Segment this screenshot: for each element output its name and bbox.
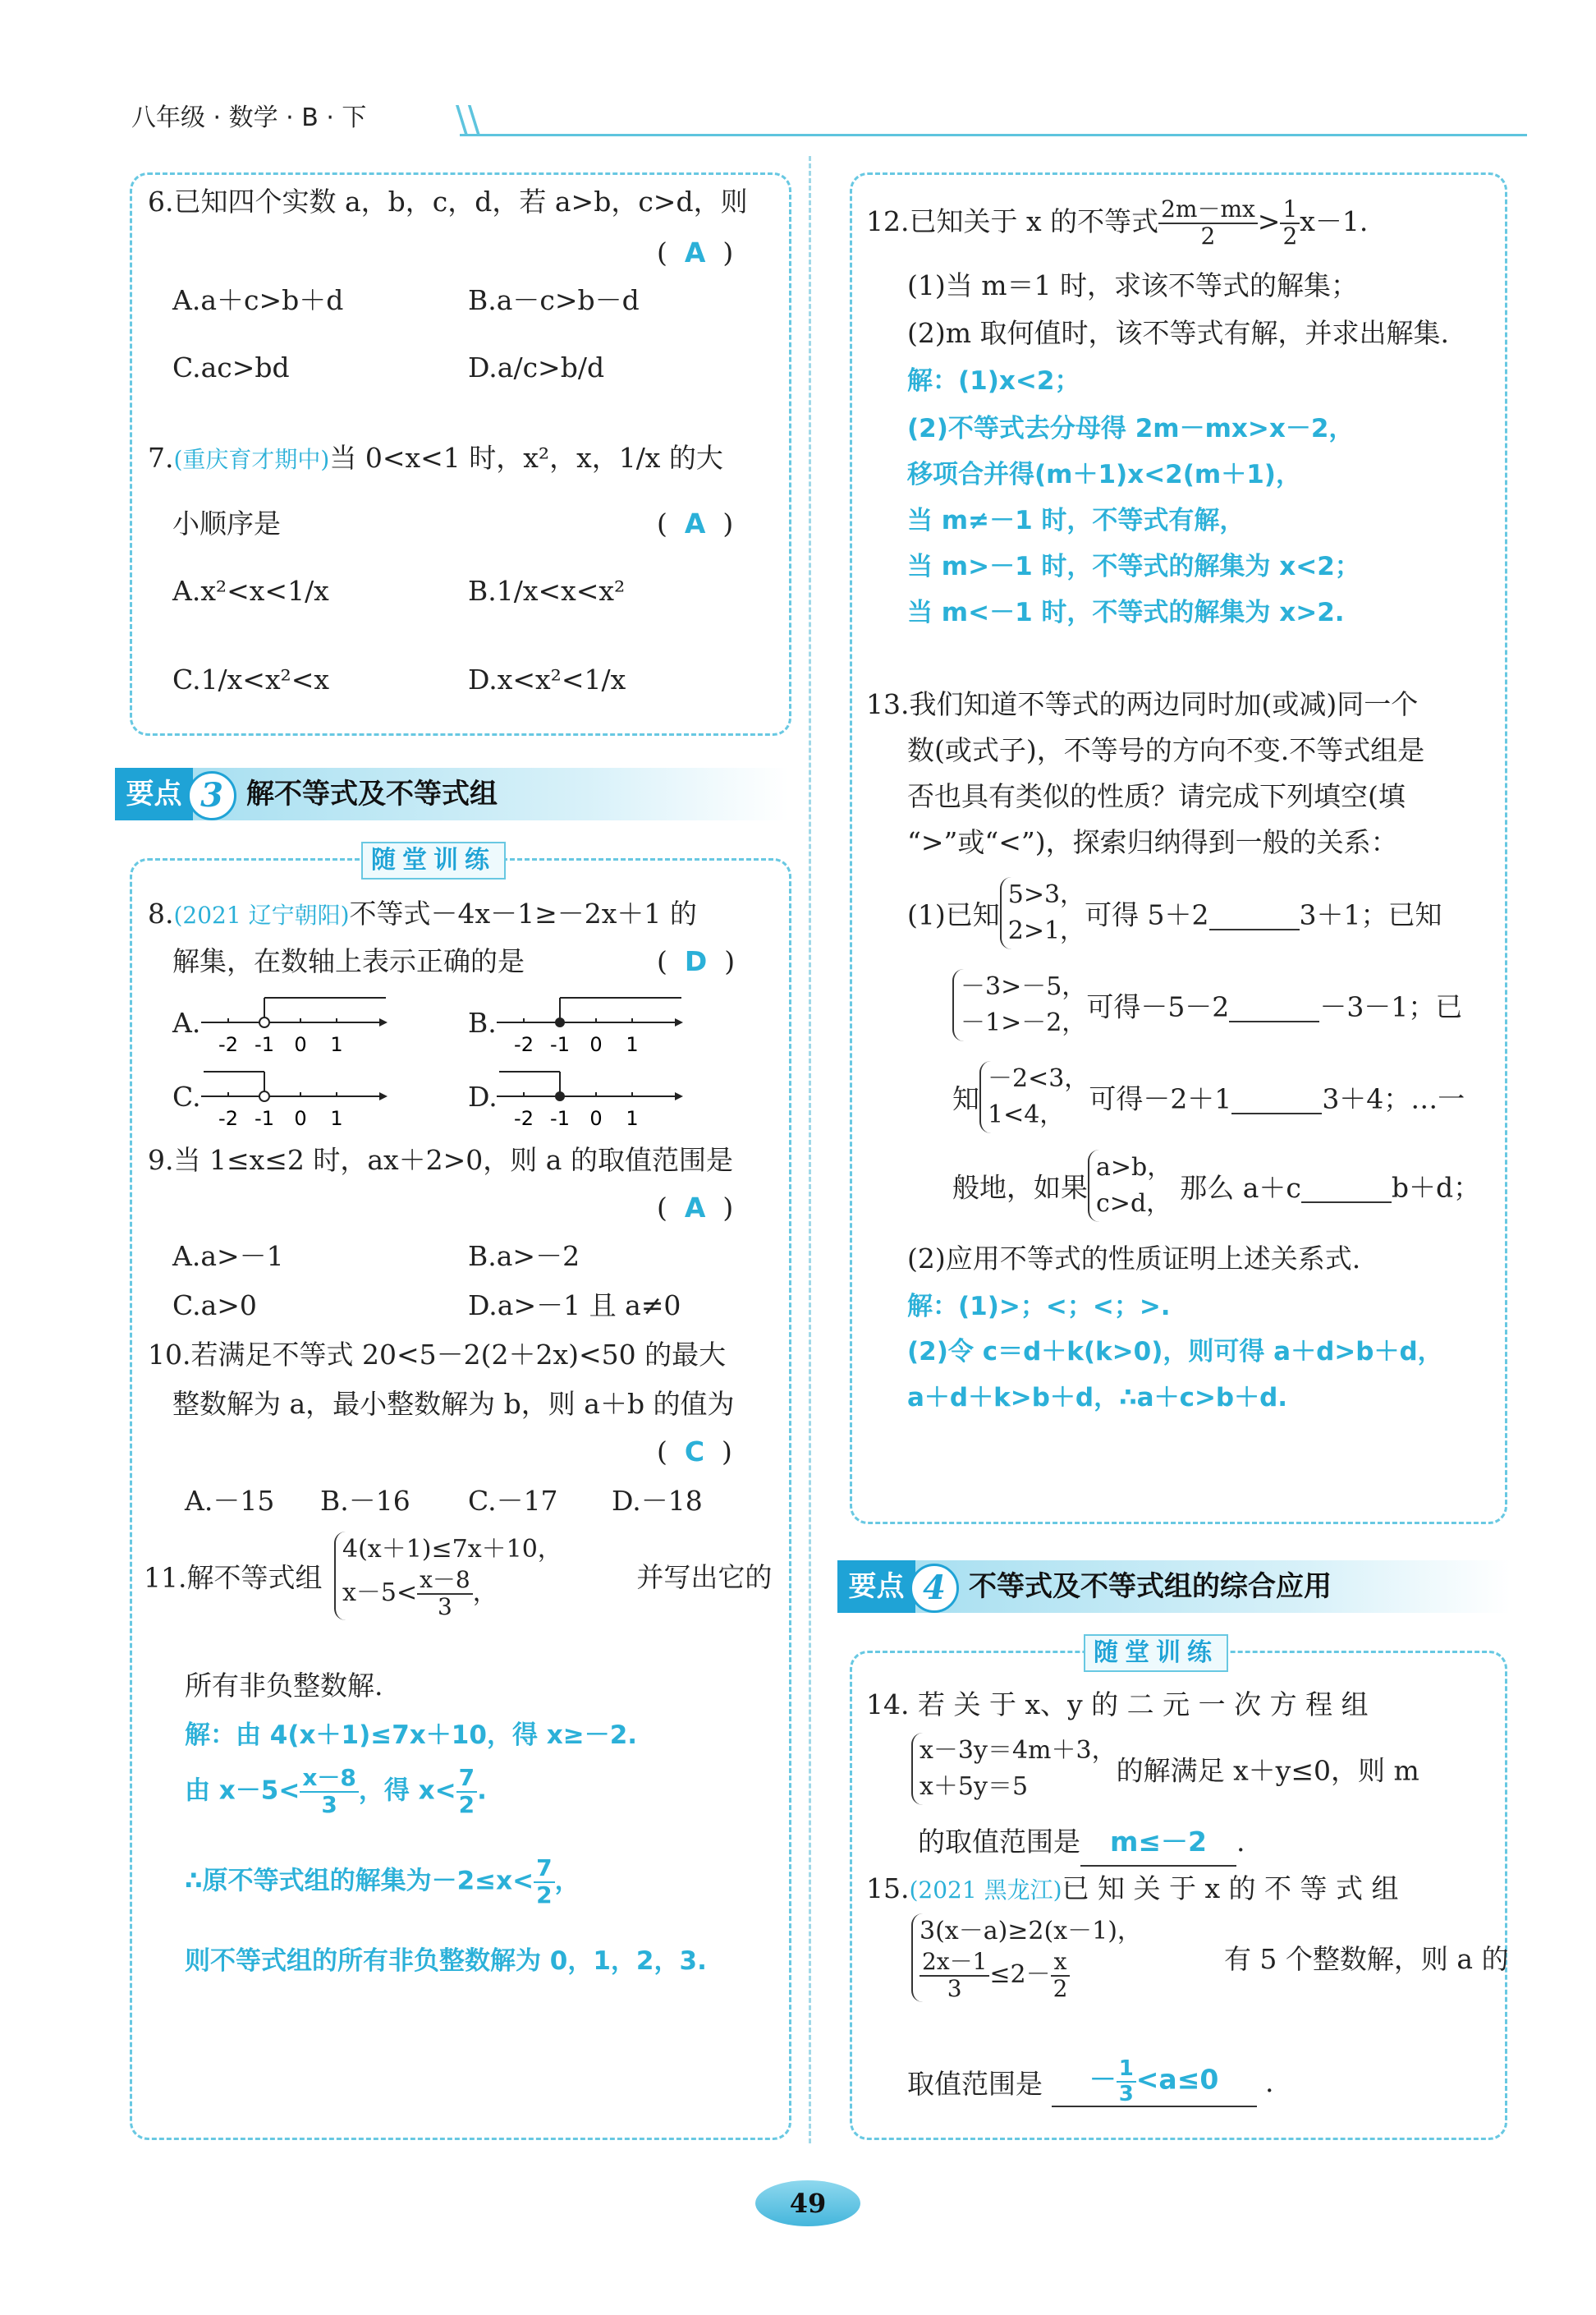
section3-band: [115, 768, 788, 820]
section4-band: [837, 1560, 1511, 1613]
q12-stem: 12.已知关于 x 的不等式 $\frac{2m-mx}{2}$ > $\frac{1}{2}$ x－1.: [866, 195, 1369, 250]
q14-line-1: 14. 若 关 于 x、y 的 二 元 一 次 方 程 组: [866, 1688, 1369, 1720]
q10-stem-2: 整数解为 a，最小整数解为 b，则 a＋b 的值为: [172, 1388, 735, 1420]
header-rule: [460, 134, 1527, 136]
tick-label: -2: [218, 1107, 238, 1130]
tick-label: -1: [550, 1033, 570, 1056]
section3-sub: 随堂训练: [361, 842, 506, 880]
q6-option-c: C.ac>bd: [172, 351, 290, 384]
q10-option-a: A.－15: [185, 1485, 275, 1517]
q12-sol-6: 当 m<－1 时，不等式的解集为 x>2.: [907, 598, 1345, 627]
q13-a: (1)已知5>3， 2>1，可得 5＋2 3＋1；已知: [907, 877, 1442, 949]
q8-stem-2: 解集，在数轴上表示正确的是: [172, 945, 525, 977]
tick-label: 1: [626, 1033, 639, 1056]
section3-tag: 要点: [115, 768, 193, 820]
q11-eq2-num: x－8: [417, 1568, 473, 1595]
q12-sol-2: (2)不等式去分母得 2m－mx>x－2，: [907, 414, 1355, 443]
q9-option-d: D.a>－1 且 a≠0: [468, 1289, 681, 1321]
q15-range: 取值范围是 － $\frac{1}{3}$ <a≤0 .: [907, 2056, 1274, 2106]
section4-num: 4: [910, 1564, 959, 1613]
q8-answer: ( D ): [657, 945, 736, 977]
q6-option-b: B.a－c>b－d: [468, 284, 640, 316]
tick-label: -2: [514, 1107, 534, 1130]
q9-stem: 9.当 1≤x≤2 时，ax＋2>0，则 a 的取值范围是: [148, 1144, 733, 1176]
q7-option-c: C.1/x<x²<x: [172, 664, 330, 696]
q11-tail: 并写出它的: [636, 1561, 773, 1594]
tick-label: 0: [589, 1033, 603, 1056]
q13-blank-1[interactable]: [1209, 897, 1300, 930]
q9-option-b: B.a>－2: [468, 1240, 580, 1272]
q13-c: 知－2<3， 1<4， 可得－2＋1 3＋4；…一: [952, 1061, 1465, 1133]
q10-answer: ( C ): [657, 1435, 732, 1468]
q13-sol-2: (2)令 c＝d＋k(k>0)，则可得 a＋d>b＋d，: [907, 1337, 1443, 1366]
q12-part1: (1)当 m＝1 时，求该不等式的解集；: [907, 269, 1359, 301]
q13-d: 般地，如果a>b， c>d， 那么 a＋c b＋d；: [952, 1150, 1480, 1222]
q11-sol-4: 则不等式组的所有非负整数解为 0，1，2，3.: [185, 1946, 707, 1976]
section4-tag: 要点: [837, 1560, 915, 1613]
tick-label: 1: [330, 1033, 343, 1056]
q12-sol-4: 当 m≠－1 时，不等式有解，: [907, 506, 1245, 535]
tick-label: -1: [255, 1033, 274, 1056]
q9-option-c: C.a>0: [172, 1289, 257, 1321]
q13-line-1: 13.我们知道不等式的两边同时加(或减)同一个: [866, 688, 1419, 720]
tick-label: -1: [550, 1107, 570, 1130]
header-title: 八年级 · 数学 · B · 下: [131, 103, 367, 132]
tick-label: 1: [330, 1107, 343, 1130]
q11-stem-2: 所有非负整数解.: [185, 1670, 383, 1702]
q8-stem: 8.(2021 辽宁朝阳)不等式－4x－1≥－2x＋1 的: [148, 898, 697, 930]
q7-option-a: A.x²<x<1/x: [172, 575, 329, 607]
q11-stem: [144, 1532, 772, 1620]
column-divider: [809, 156, 811, 2143]
q10-stem: 10.若满足不等式 20<5－2(2＋2x)<50 的最大: [148, 1339, 727, 1371]
q15-stem: 15.(2021 黑龙江)已 知 关 于 x 的 不 等 式 组: [866, 1872, 1399, 1904]
q11-lead: 11.解不等式组: [144, 1561, 323, 1594]
q11-eq2: x－5<: [342, 1578, 418, 1607]
q10-option-b: B.－16: [320, 1485, 410, 1517]
q13-line-4: “>”或“<”)，探索归纳得到一般的关系：: [907, 826, 1398, 858]
q7-option-b: B.1/x<x<x²: [468, 575, 626, 607]
q13-sol-1: 解：(1)>；<；<；>.: [907, 1292, 1171, 1321]
q13-part2: (2)应用不等式的性质证明上述关系式.: [907, 1242, 1361, 1275]
q8-option-d: D.: [468, 1081, 498, 1113]
q12-sol-5: 当 m>－1 时，不等式的解集为 x<2；: [907, 552, 1360, 581]
q13-blank-4[interactable]: [1301, 1169, 1392, 1203]
section3-num: 3: [187, 771, 236, 820]
tick-label: -2: [514, 1033, 534, 1056]
q9-option-a: A.a>－1: [172, 1240, 284, 1272]
tick-label: -1: [255, 1107, 274, 1130]
q15-system: 3(x－a)≥2(x－1)， $\frac{2x-1}{3}$ ≤2－ $\frac{x}{2}$ 有 5 个整数解，则 a 的: [911, 1913, 1509, 2002]
q8-numberline-d: [493, 1059, 690, 1133]
q11-eq2-den: 3: [438, 1592, 452, 1620]
q6-option-d: D.a/c>b/d: [468, 351, 605, 384]
section4-title: 不等式及不等式组的综合应用: [969, 1570, 1332, 1603]
q8-option-b: B.: [468, 1007, 497, 1039]
q13-blank-2[interactable]: [1229, 989, 1319, 1022]
q7-option-d: D.x<x²<1/x: [468, 664, 626, 696]
q12-sol-3: 移项合并得(m＋1)x<2(m＋1)，: [907, 460, 1301, 489]
q11-system: 4(x＋1)≤7x＋10， x－5< $\frac{x-8}{3}$ ，: [334, 1532, 562, 1620]
q14-range: 的取值范围是 m≤－2 .: [918, 1819, 1245, 1867]
q13-blank-3[interactable]: [1231, 1081, 1322, 1114]
q11-sol-2: 由 x－5< $\frac{x-8}{3}$ ，得 x< $\frac{7}{2}$ .: [185, 1764, 487, 1818]
q8-numberline-a: [197, 985, 394, 1059]
q13-b: －3>－5， －1>－2，可得－5－2 －3－1；已: [952, 969, 1462, 1041]
q13-sol-3: a＋d＋k>b＋d，∴a＋c>b＋d.: [907, 1383, 1288, 1412]
header-slash: \\: [456, 99, 480, 140]
q8-numberline-c: [197, 1059, 394, 1133]
q11-sol-1: 解：由 4(x＋1)≤7x＋10，得 x≥－2.: [185, 1720, 638, 1750]
q7-answer: ( A ): [657, 508, 734, 540]
tick-label: 0: [294, 1033, 307, 1056]
tick-label: 1: [626, 1107, 639, 1130]
page-number: 49: [755, 2180, 860, 2226]
section4-sub: 随堂训练: [1084, 1634, 1228, 1672]
q15-answer-blank[interactable]: － $\frac{1}{3}$ <a≤0: [1052, 2057, 1257, 2107]
q6-option-a: A.a＋c>b＋d: [172, 284, 344, 316]
q13-line-3: 否也具有类似的性质？请完成下列填空(填: [907, 780, 1406, 812]
q8-option-a: A.: [172, 1007, 201, 1039]
q8-option-c: C.: [172, 1081, 201, 1113]
q10-option-c: C.－17: [468, 1485, 558, 1517]
tick-label: 0: [294, 1107, 307, 1130]
tick-label: 0: [589, 1107, 603, 1130]
q7-stem-2: 小顺序是: [172, 508, 281, 540]
section3-title: 解不等式及不等式组: [246, 778, 498, 811]
q13-line-2: 数(或式子)，不等号的方向不变.不等式组是: [907, 734, 1425, 766]
q7-stem: 7.(重庆育才期中)当 0<x<1 时，x²，x，1/x 的大: [148, 442, 723, 474]
q12-part2: (2)m 取何值时，该不等式有解，并求出解集.: [907, 317, 1450, 349]
q8-numberline-b: [493, 985, 690, 1059]
q14-answer-blank[interactable]: m≤－2: [1080, 1819, 1236, 1867]
q12-sol-1: 解：(1)x<2；: [907, 366, 1080, 396]
q9-answer: ( A ): [657, 1192, 734, 1224]
q14-system: x－3y＝4m＋3， x＋5y＝5 的解满足 x＋y≤0，则 m: [911, 1733, 1419, 1805]
q10-option-d: D.－18: [612, 1485, 703, 1517]
q11-sol-3: ∴原不等式组的解集为－2≤x< $\frac{7}{2}$ ，: [185, 1854, 580, 1908]
tick-label: -2: [218, 1033, 238, 1056]
q6-answer: ( A ): [657, 237, 734, 269]
q6-stem: 6.已知四个实数 a，b，c，d，若 a>b，c>d，则: [148, 186, 748, 218]
q11-eq1: 4(x＋1)≤7x＋10，: [342, 1535, 562, 1564]
